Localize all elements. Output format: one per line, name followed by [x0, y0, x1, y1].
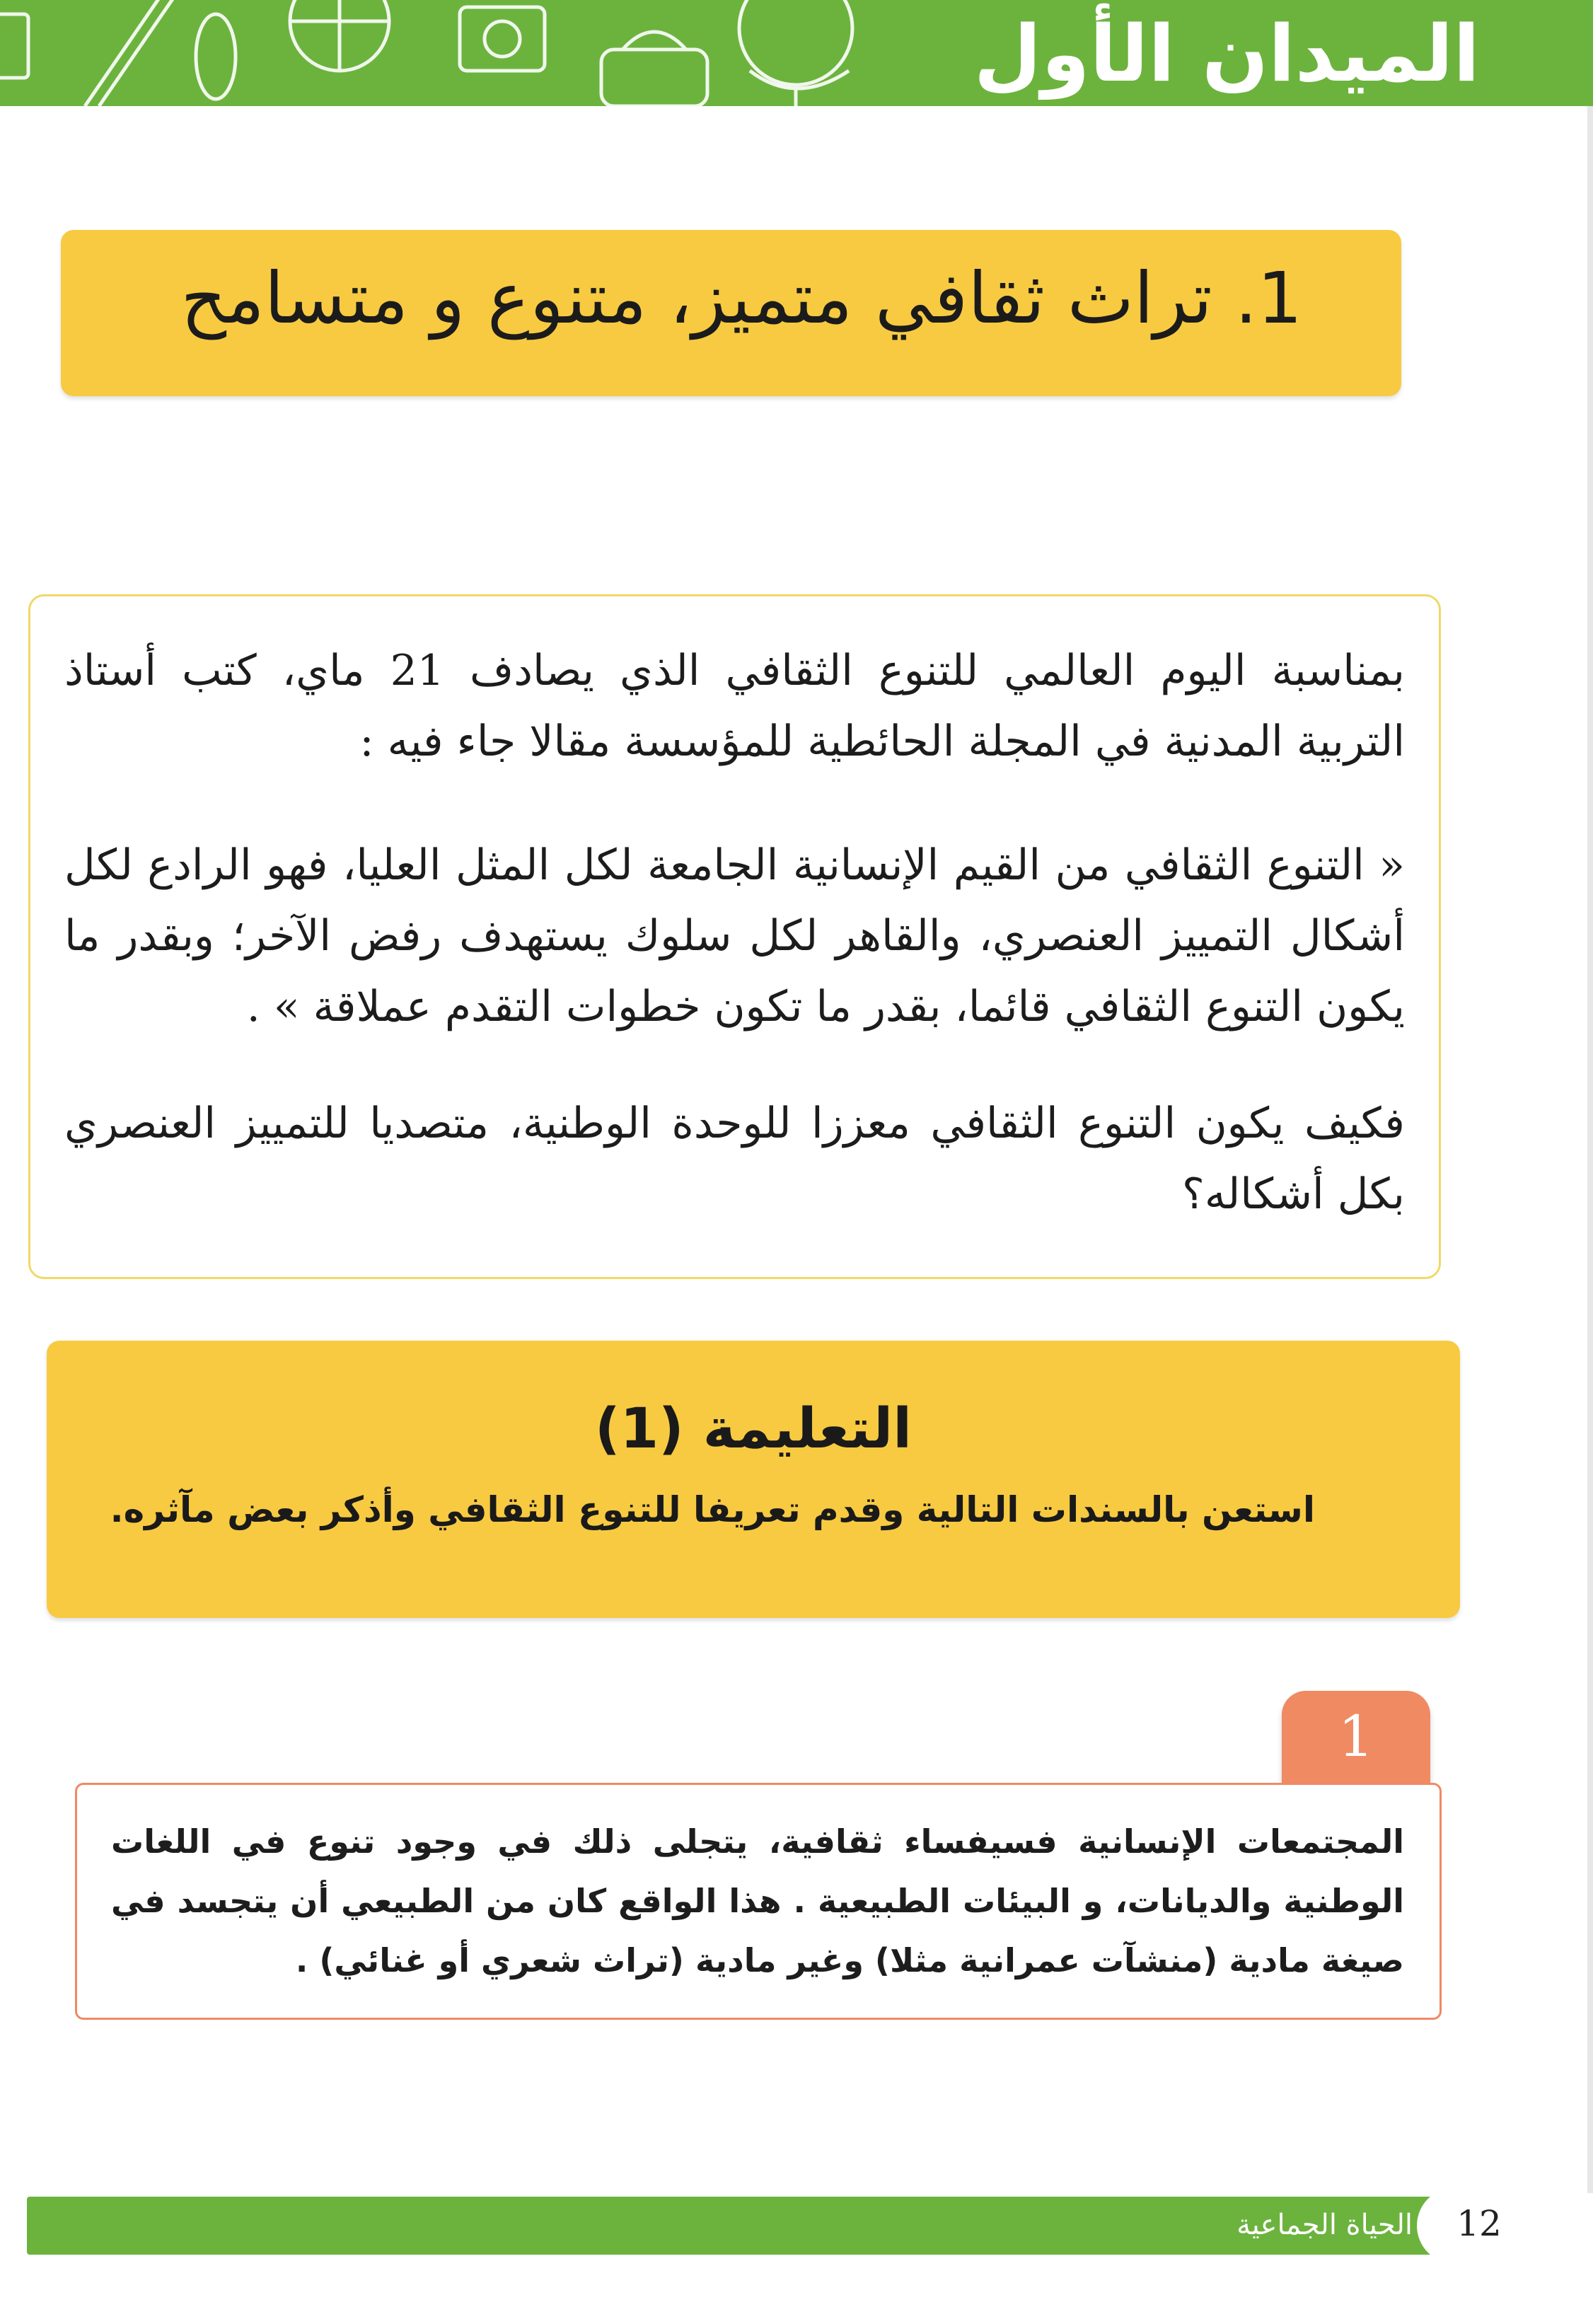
document-number: 1 — [1338, 1704, 1374, 1769]
task-heading: التعليمة (1) — [595, 1397, 912, 1461]
document-number-tab — [1282, 1691, 1430, 1783]
lesson-title: 1. تراث ثقافي متميز، متنوع و متسامح — [180, 257, 1302, 340]
spoon-icon — [196, 14, 236, 99]
intro-situation-box — [28, 594, 1441, 1279]
quote-paragraph: « التنوع الثقافي من القيم الإنسانية الجامعة لكل المثل العليا، فهو الرادع لكل أشكال التمييز العنصري، والقاهر لكل سلوك يستهدف رفض الآخر؛ وبقدر ما يكون التنوع الثقافي قائما، بقدر ما تكون خطوات التقدم عملاقة » . — [64, 840, 1405, 1031]
intro-paragraph: بمناسبة اليوم العالمي للتنوع الثقافي الذي يصادف 21 ماي، كتب أستاذ التربية المدنية في المجلة الحائطية للمؤسسة مقالا جاء فيه : — [64, 646, 1405, 766]
task-instruction: استعن بالسندات التالية وقدم تعريفا للتنوع الثقافي وأذكر بعض مآثره. — [110, 1489, 1315, 1530]
world-globe-icon — [739, 0, 852, 85]
page-number-badge — [1417, 2187, 1541, 2264]
footer-label: الحياة الجماعية — [1236, 2209, 1413, 2241]
chapter-title: الميدان الأول — [973, 8, 1480, 99]
lesson-title-box — [61, 230, 1401, 396]
backpack-icon — [601, 50, 707, 106]
school-supplies-illustration — [0, 0, 1061, 106]
question-paragraph: فكيف يكون التنوع الثقافي معززا للوحدة الوطنية، متصديا للتمييز العنصري بكل أشكاله؟ — [64, 1099, 1405, 1219]
page-number: 12 — [1456, 2203, 1502, 2244]
task-box — [47, 1341, 1460, 1618]
document-text: المجتمعات الإنسانية فسيفساء ثقافية، يتجلى ذلك في وجود تنوع في اللغات الوطنية والديانات، و البيئات الطبيعية . هذا الواقع كان من الطبيعي أن يتجسد في صيغة مادية (منشآت عمرانية مثلا) وغير مادية (تراث شعري أو غنائي) . — [111, 1822, 1404, 1979]
footer-band — [27, 2197, 1435, 2255]
page-edge-line — [1587, 106, 1593, 2193]
frame-icon — [460, 7, 545, 71]
book-icon — [0, 14, 28, 78]
pencil-icon — [85, 0, 163, 106]
document-box — [75, 1783, 1442, 2020]
